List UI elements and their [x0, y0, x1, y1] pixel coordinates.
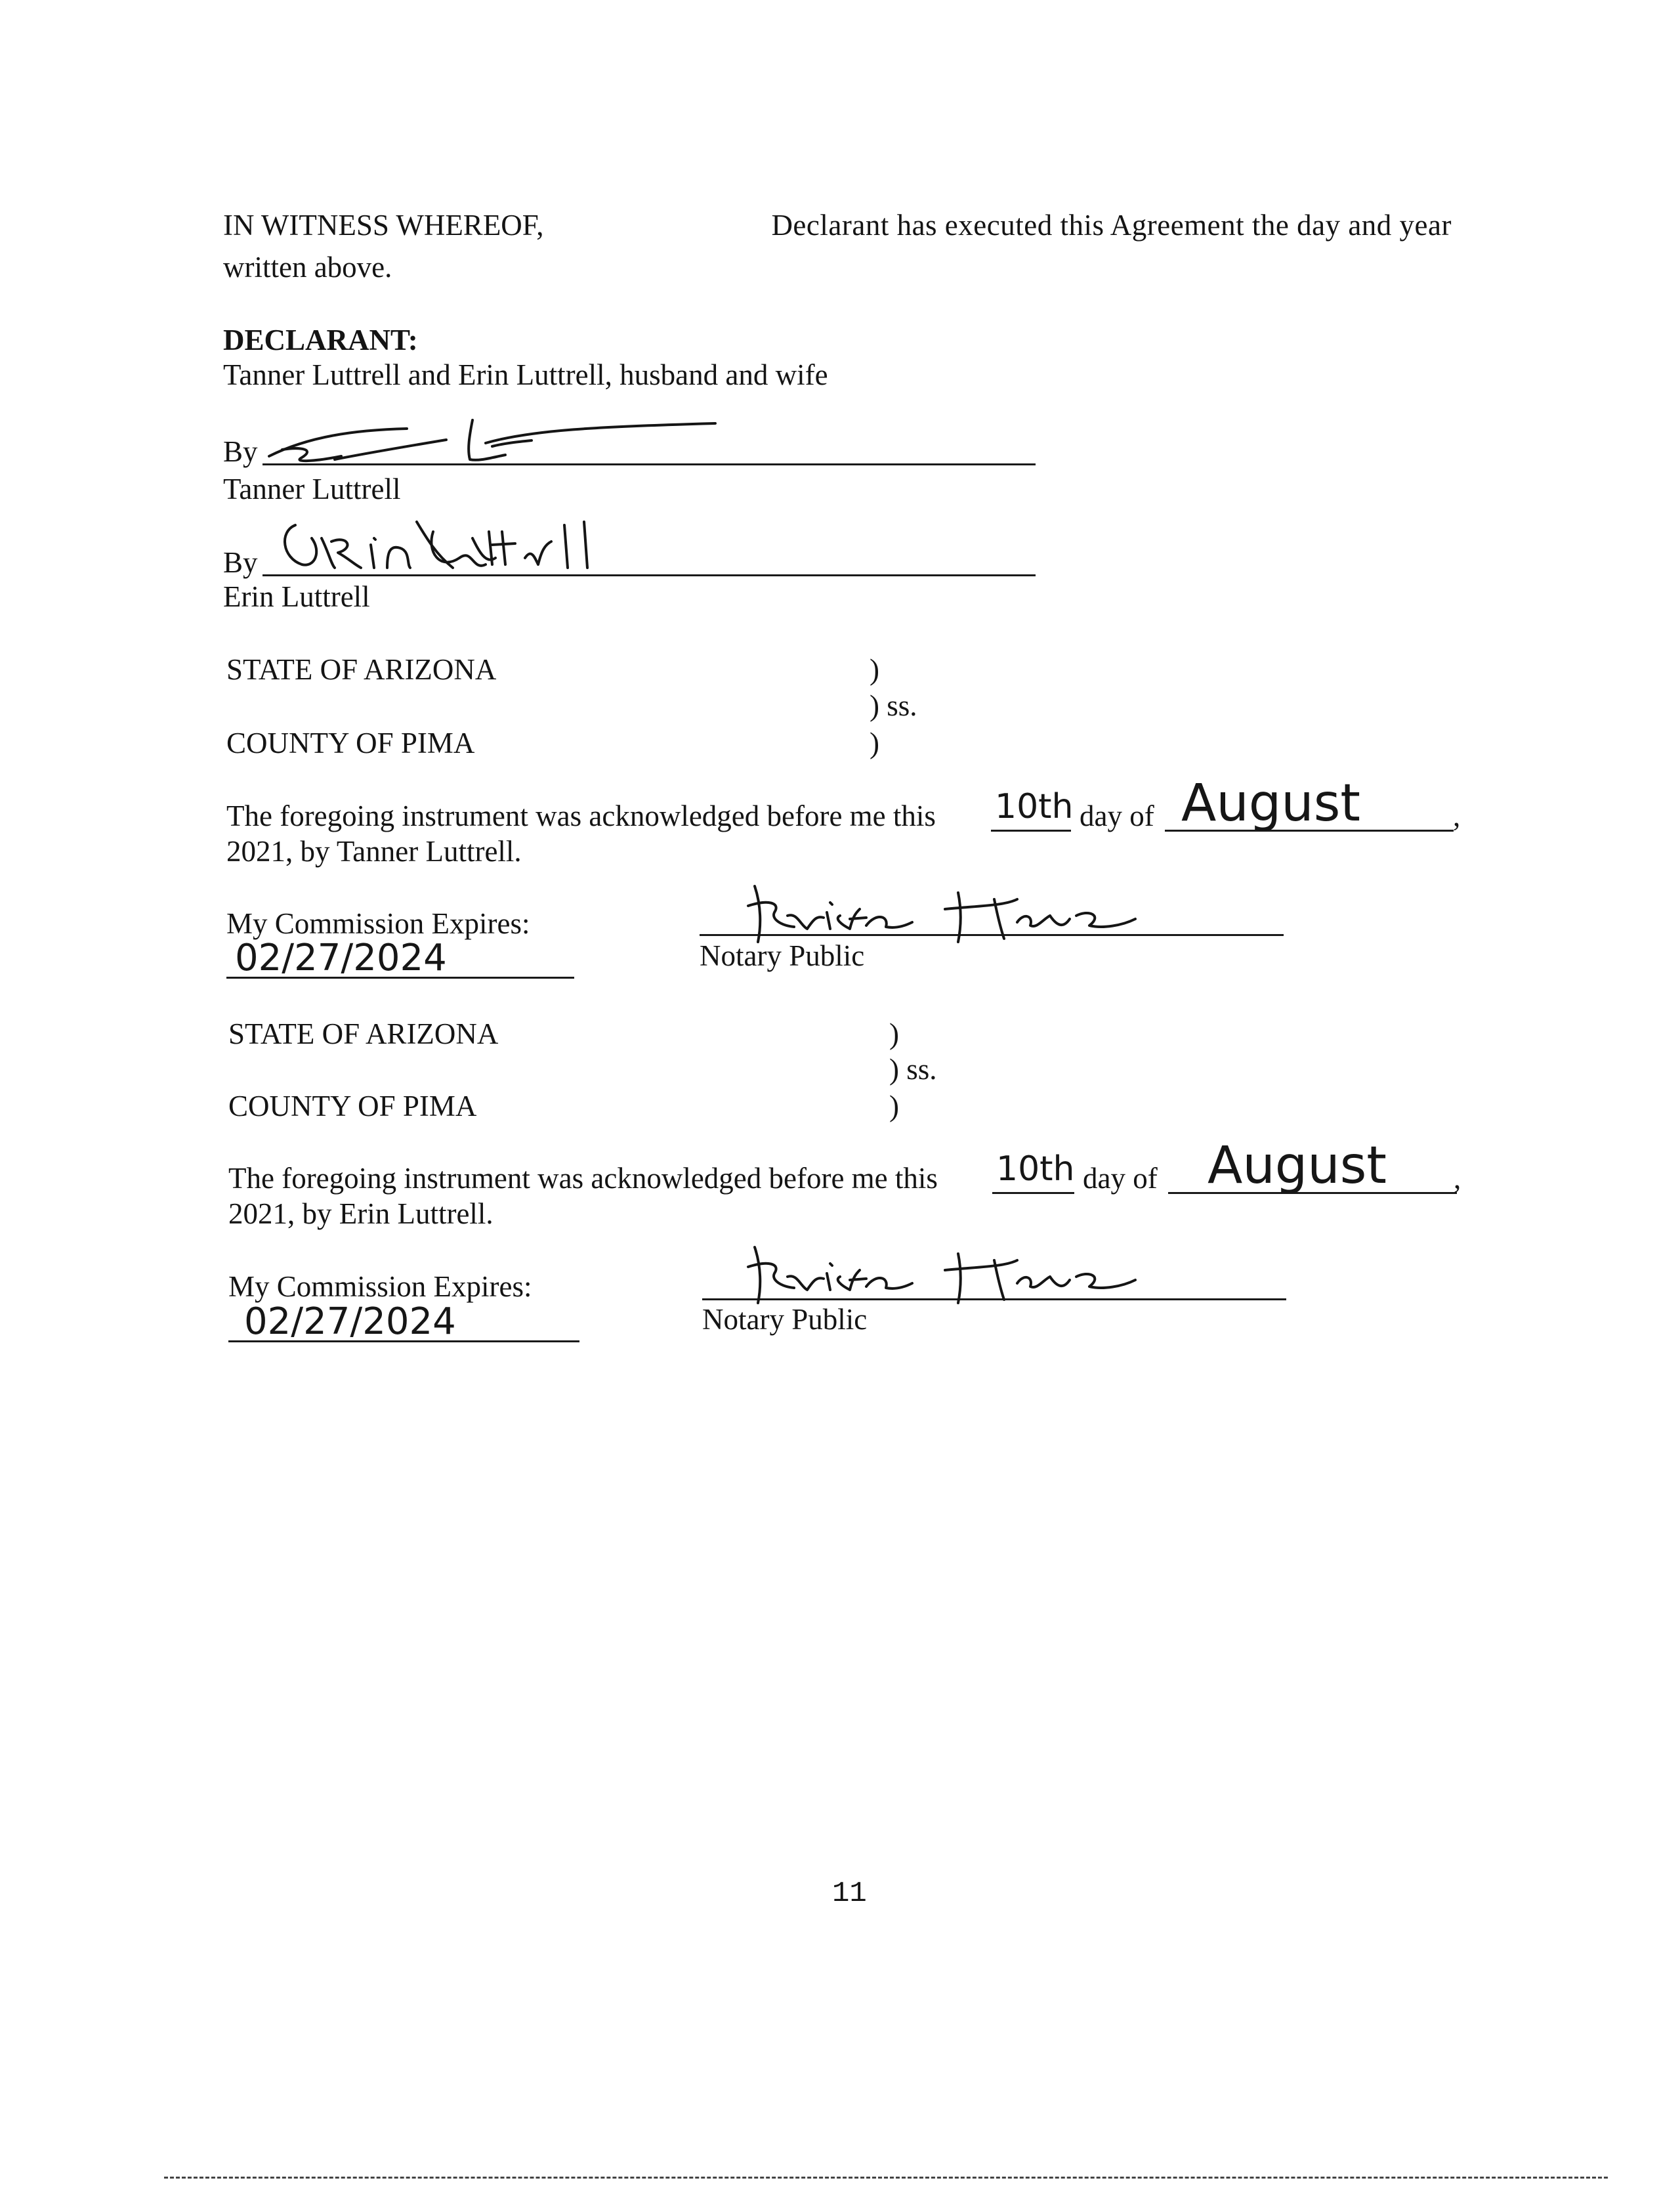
witness-line-1 [223, 209, 1452, 243]
ack2-paren-top: ) [889, 1017, 899, 1050]
signature-erin [276, 512, 656, 584]
ack2-ss: ) ss. [889, 1053, 937, 1086]
ack1-commission-date: 02/27/2024 [235, 937, 447, 979]
witness-lead: IN WITNESS WHEREOF, [223, 209, 544, 242]
ack1-commission-line [226, 977, 574, 979]
signer-name-erin: Erin Luttrell [223, 580, 370, 613]
by-label-2: By [223, 546, 258, 579]
ack2-text-a: The foregoing instrument was acknowledged before me this [228, 1162, 938, 1195]
ack1-day: 10th [995, 787, 1074, 826]
declarant-parties: Tanner Luttrell and Erin Luttrell, husband and wife [223, 358, 828, 391]
ack2-month: August [1208, 1136, 1387, 1195]
ack1-ss: ) ss. [870, 689, 917, 722]
ack2-paren-bottom: ) [889, 1090, 899, 1122]
witness-line-2: written above. [223, 251, 392, 284]
ack1-text-b: day of [1080, 799, 1154, 832]
ack1-text-a: The foregoing instrument was acknowledged before me this [226, 799, 936, 832]
signer-name-tanner: Tanner Luttrell [223, 473, 401, 505]
notary-signature-2 [735, 1241, 1142, 1313]
ack2-day: 10th [996, 1149, 1075, 1189]
ack1-commission-label: My Commission Expires: [226, 907, 530, 940]
ack2-commission-label: My Commission Expires: [228, 1270, 532, 1303]
ack2-commission-date: 02/27/2024 [244, 1300, 456, 1343]
declarant-heading: DECLARANT: [223, 324, 418, 356]
ack1-paren-top: ) [870, 653, 879, 686]
ack1-day-line [991, 830, 1071, 832]
ack2-commission-line [228, 1340, 579, 1342]
ack1-comma: , [1453, 799, 1461, 832]
ack2-line2: 2021, by Erin Luttrell. [228, 1197, 494, 1230]
ack2-state: STATE OF ARIZONA [228, 1017, 499, 1050]
ack2-notary-label: Notary Public [702, 1303, 868, 1336]
ack1-state: STATE OF ARIZONA [226, 653, 497, 686]
by-label-1: By [223, 435, 258, 468]
ack1-month: August [1181, 774, 1360, 833]
witness-rest: Declarant has executed this Agreement the day and year [771, 209, 1452, 242]
ack2-text-b: day of [1083, 1162, 1158, 1195]
ack1-notary-label: Notary Public [700, 939, 865, 972]
page-number: 11 [832, 1877, 867, 1910]
signature-tanner [256, 410, 755, 476]
scan-artifact-dashes [164, 2177, 1608, 2179]
ack1-paren-bottom: ) [870, 727, 879, 759]
ack2-county: COUNTY OF PIMA [228, 1090, 477, 1122]
ack2-day-line [992, 1192, 1074, 1194]
ack1-line2: 2021, by Tanner Luttrell. [226, 835, 522, 868]
ack2-comma: , [1454, 1162, 1461, 1195]
ack1-county: COUNTY OF PIMA [226, 727, 475, 759]
